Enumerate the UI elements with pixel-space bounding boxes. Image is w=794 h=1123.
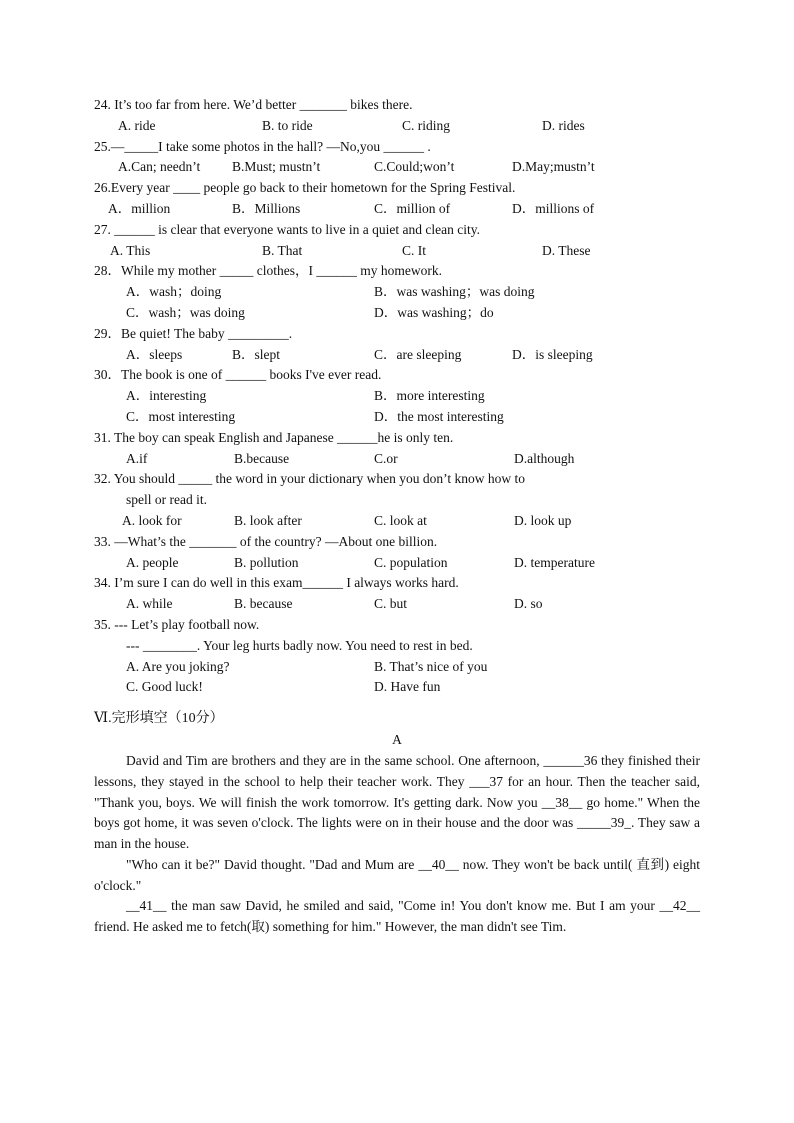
option-a: A.Can; needn’t — [118, 159, 201, 175]
option-d: D. rides — [542, 117, 585, 133]
question-25: 25.—_____I take some photos in the hall? —No,you ______ . — [94, 138, 431, 154]
options-26 — [94, 199, 700, 220]
option-b: B.because — [234, 450, 290, 466]
option-d: D．is sleeping — [512, 346, 593, 362]
option-c: C．wash；was doing — [126, 304, 245, 320]
option-c: C．million of — [374, 200, 451, 216]
option-d: D．millions of — [512, 200, 595, 216]
section-title: Ⅵ.完形填空（10分） — [94, 711, 224, 727]
option-b: B. because — [234, 596, 293, 612]
option-d: D. temperature — [514, 554, 595, 570]
option-a: A．wash；doing — [126, 284, 222, 300]
question-27: 27. ______ is clear that everyone wants to live in a quiet and clean city. — [94, 221, 481, 237]
option-b: B．Millions — [232, 200, 301, 216]
option-b: B．more interesting — [374, 388, 485, 404]
options-33 — [94, 553, 700, 574]
passage-paragraph-2: "Who can it be?" David thought. "Dad and Mum are __40__ now. They won't be back until( 直到) eight o'clock." — [94, 856, 700, 893]
options-31 — [94, 449, 700, 470]
option-b: B．was washing；was doing — [374, 284, 535, 300]
question-31: 31. The boy can speak English and Japanese ______he is only ten. — [94, 429, 454, 445]
option-b: B. That’s nice of you — [374, 658, 488, 674]
option-a: A. Are you joking? — [126, 658, 230, 674]
option-a: A. people — [126, 554, 179, 570]
option-b: B. look after — [234, 512, 302, 528]
question-35: 35. --- Let’s play football now. — [94, 616, 260, 632]
passage-label: A — [392, 732, 402, 748]
option-c: C. Good luck! — [126, 679, 203, 695]
option-a: A．million — [108, 200, 171, 216]
option-c: C. It — [402, 242, 427, 258]
question-26: 26.Every year ____ people go back to their hometown for the Spring Festival. — [94, 180, 516, 196]
option-d: D. These — [542, 242, 591, 258]
option-c: C. look at — [374, 512, 427, 528]
option-d: D．was washing；do — [374, 304, 494, 320]
options-29 — [94, 345, 700, 366]
options-30-row2 — [94, 407, 700, 428]
option-c: C.Could;won’t — [374, 159, 455, 175]
options-25 — [94, 157, 700, 178]
question-35-cont: --- ________. Your leg hurts badly now. You need to rest in bed. — [126, 637, 473, 653]
option-a: A. look for — [122, 512, 182, 528]
passage-paragraph-1: David and Tim are brothers and they are in the same school. One afternoon, ______36 they finished their lessons, they stayed in the school to help their teacher work. They ___37 for an hour. Then the teacher said, "Thank you, boys. We will finish the work tomorrow. It's getting dark. Now you __38__ go home." When the boys got home, it was seven o'clock. The lights were on in their house and the door was _____39_. They saw a man in the house. — [94, 752, 700, 852]
question-34: 34. I’m sure I can do well in this exam______ I always works hard. — [94, 575, 459, 591]
options-28-row1 — [94, 282, 700, 303]
question-32: 32. You should _____ the word in your dictionary when you don’t know how to — [94, 471, 525, 487]
worksheet-page — [94, 95, 700, 938]
option-a: A．interesting — [126, 388, 207, 404]
option-d: D. Have fun — [374, 679, 441, 695]
option-d: D. so — [514, 596, 543, 612]
option-d: D. look up — [514, 512, 572, 528]
options-28-row2 — [94, 303, 700, 324]
option-c: C．are sleeping — [374, 346, 462, 362]
option-a: A. ride — [118, 117, 156, 133]
option-b: B．slept — [232, 346, 281, 362]
option-c: C. population — [374, 554, 448, 570]
option-a: A．sleeps — [126, 346, 183, 362]
question-32-cont: spell or read it. — [126, 492, 207, 508]
options-32 — [94, 511, 700, 532]
option-a: A. This — [110, 242, 151, 258]
options-27 — [94, 241, 700, 262]
option-b: B. That — [262, 242, 303, 258]
option-c: C.or — [374, 450, 398, 466]
options-34 — [94, 594, 700, 615]
options-35-row2 — [94, 677, 700, 698]
option-b: B.Must; mustn’t — [232, 159, 321, 175]
options-30-row1 — [94, 386, 700, 407]
question-29: 29．Be quiet! The baby _________. — [94, 325, 293, 341]
option-d: D．the most interesting — [374, 408, 504, 424]
options-35-row1 — [94, 657, 700, 678]
option-c: C. but — [374, 596, 408, 612]
option-d: D.although — [514, 450, 575, 466]
option-b: B. to ride — [262, 117, 313, 133]
option-c: C．most interesting — [126, 408, 236, 424]
option-c: C. riding — [402, 117, 451, 133]
question-30: 30．The book is one of ______ books I've ever read. — [94, 367, 382, 383]
question-28: 28．While my mother _____ clothes，I ______ my homework. — [94, 263, 442, 279]
option-b: B. pollution — [234, 554, 299, 570]
option-d: D.May;mustn’t — [512, 159, 595, 175]
options-24 — [94, 116, 700, 137]
passage-paragraph-3: __41__ the man saw David, he smiled and said, "Come in! You don't know me. But I am your __42__ friend. He asked me to fetch(取) something for him." However, the man didn't see Tim. — [94, 898, 700, 935]
question-33: 33. —What’s the _______ of the country? —About one billion. — [94, 533, 438, 549]
option-a: A. while — [126, 596, 173, 612]
question-24: 24. It’s too far from here. We’d better _______ bikes there. — [94, 97, 413, 112]
option-a: A.if — [126, 450, 148, 466]
